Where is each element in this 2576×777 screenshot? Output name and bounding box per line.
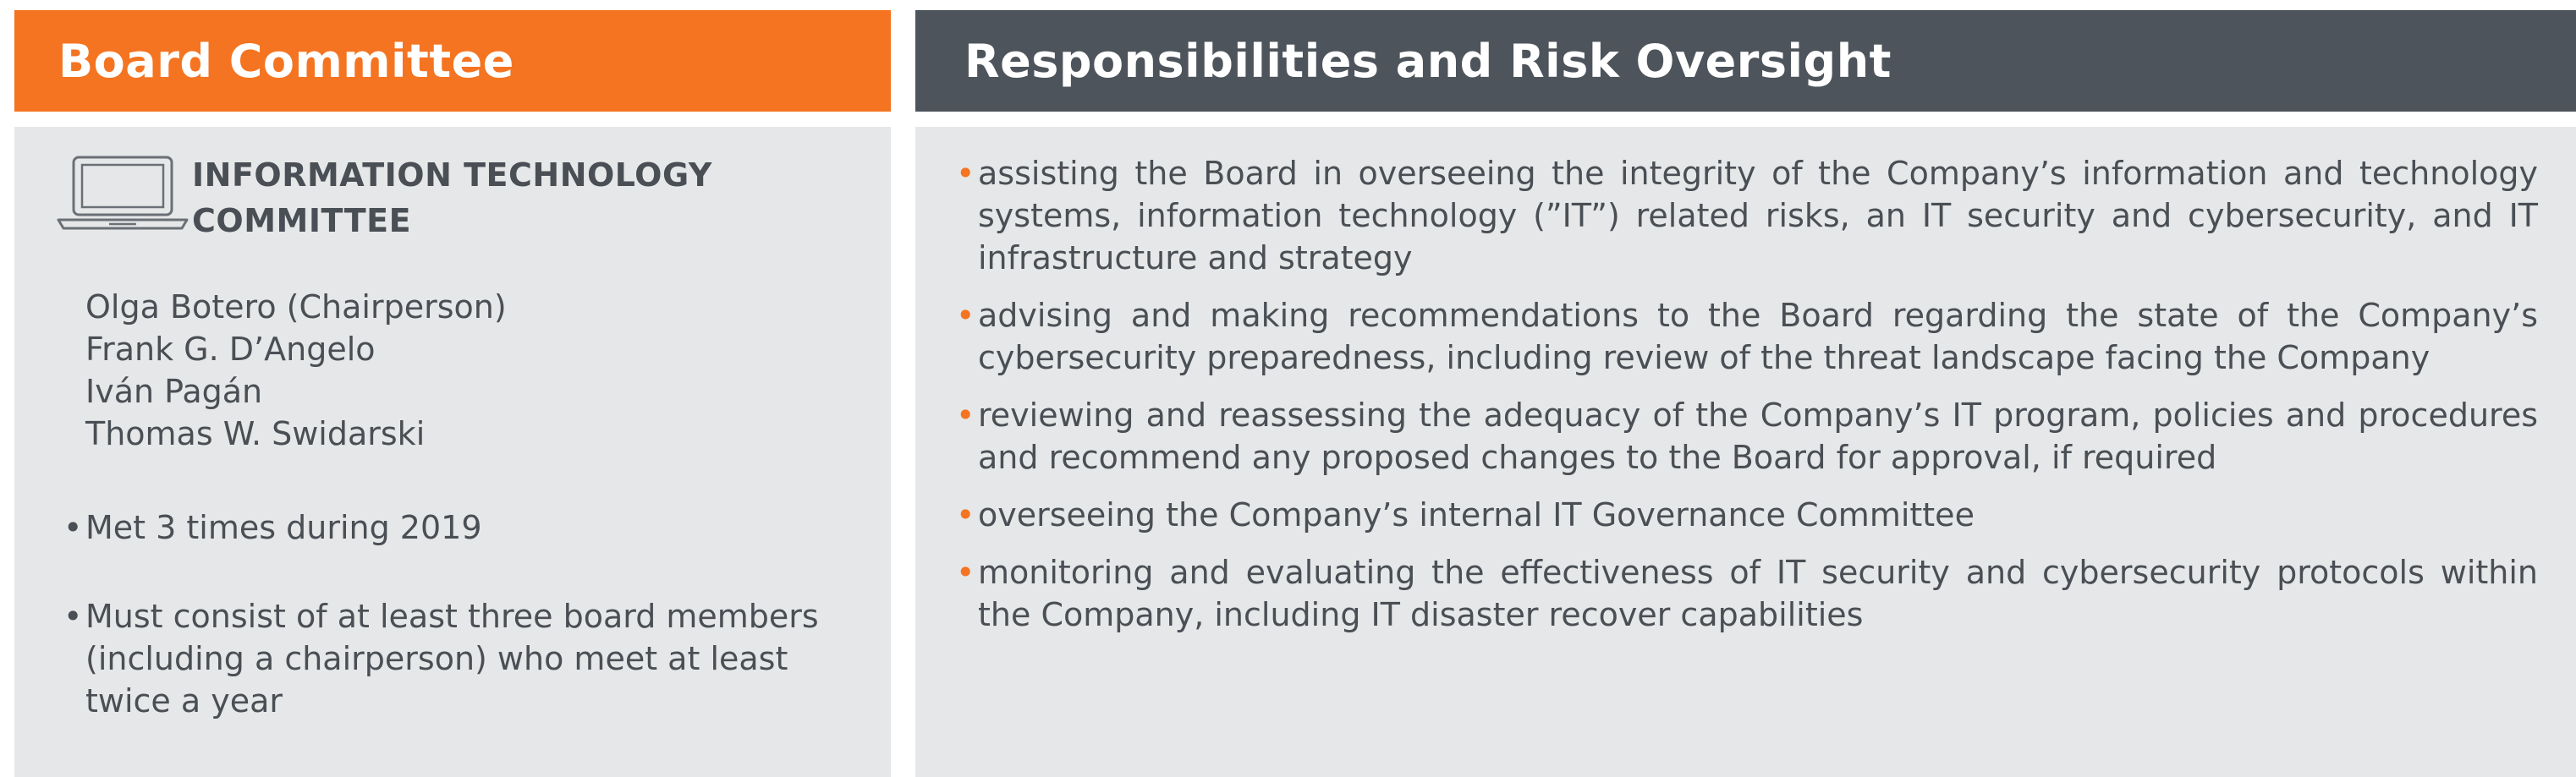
- responsibility-text: overseeing the Company’s internal IT Governance Committee: [978, 496, 1975, 534]
- responsibility-item: [956, 294, 2538, 379]
- member-item: Frank G. D’Angelo: [85, 331, 376, 368]
- member-item: Thomas W. Swidarski: [85, 415, 426, 452]
- bullet-dot: •: [956, 155, 975, 192]
- responsibility-text: advising and making recommendations to the Board regarding the state of the Company’s cybersecurity preparedness, including review of the threat landscape facing the Company: [978, 297, 2538, 376]
- responsibility-text: monitoring and evaluating the effectiveness of IT security and cybersecurity protocols within the Company, including IT disaster recover capabilities: [978, 554, 2538, 633]
- fact-text: Met 3 times during 2019: [85, 509, 482, 546]
- responsibility-item: [956, 551, 2538, 636]
- responsibility-item: [956, 494, 2538, 536]
- fact-item: [63, 506, 867, 549]
- committee-name-line-1: INFORMATION TECHNOLOGY: [192, 156, 712, 194]
- committee-members: [85, 286, 507, 455]
- member-item: Iván Pagán: [85, 373, 263, 410]
- responsibilities-list: [956, 152, 2538, 651]
- committee-name-line-2: COMMITTEE: [192, 202, 412, 239]
- bullet-dot: •: [956, 554, 975, 591]
- responsibilities-panel: [915, 127, 2576, 777]
- responsibility-item: [956, 394, 2538, 479]
- bullet-dot: •: [63, 509, 83, 546]
- bullet-dot: •: [956, 397, 975, 434]
- committee-fact-meetings: [63, 506, 867, 549]
- laptop-icon: [55, 152, 190, 237]
- committee-fact-composition: [63, 595, 867, 722]
- responsibilities-header: [915, 10, 2576, 112]
- committee-name: [192, 152, 835, 243]
- bullet-dot: •: [956, 297, 975, 334]
- responsibility-item: [956, 152, 2538, 279]
- fact-text: Must consist of at least three board members (including a chairperson) who meet at least twice a year: [85, 598, 819, 720]
- fact-item: [63, 595, 867, 722]
- responsibility-text: reviewing and reassessing the adequacy of the Company’s IT program, policies and procedures and recommend any proposed changes to the Board for approval, if required: [978, 397, 2538, 476]
- responsibilities-title: Responsibilities and Risk Oversight: [964, 34, 1892, 88]
- bullet-dot: •: [956, 496, 975, 534]
- committee-panel: [14, 127, 891, 777]
- member-item: Olga Botero (Chairperson): [85, 288, 507, 326]
- board-committee-title: Board Committee: [58, 34, 514, 88]
- bullet-dot: •: [63, 598, 83, 635]
- responsibility-text: assisting the Board in overseeing the integrity of the Company’s information and technology systems, information technology (”IT”) related risks, an IT security and cybersecurity, and IT infrastructure and strategy: [978, 155, 2538, 276]
- board-committee-header: [14, 10, 891, 112]
